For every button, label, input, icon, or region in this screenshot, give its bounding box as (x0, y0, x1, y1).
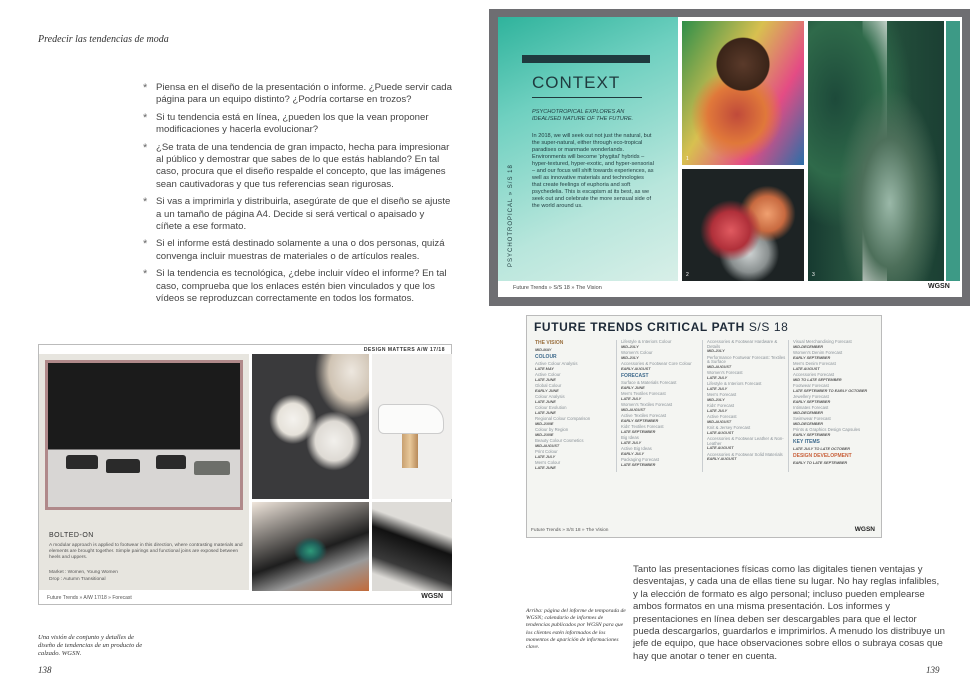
critical-path-title (534, 320, 788, 334)
cp-report-name: Active Textiles Forecast (621, 413, 667, 418)
cp-entry (707, 453, 786, 462)
cp-report-date: MID-DECEMBER (793, 410, 823, 415)
cp-entry (793, 439, 873, 445)
cp-section-heading: FORECAST (621, 373, 649, 379)
cp-entry (621, 351, 700, 360)
cp-entry (793, 406, 873, 415)
dm-list-item: Market : Women, Young Women (49, 570, 118, 575)
cp-report-date: LATE JULY (535, 455, 556, 459)
cp-report-date: LATE JUNE (535, 411, 556, 415)
cp-report-date: MID-AUGUST (707, 364, 732, 369)
cp-report-date: LATE JUNE (535, 400, 556, 404)
cp-column (535, 340, 617, 472)
cp-report-name: Swimwear Forecast (793, 416, 831, 421)
cp-entry (707, 393, 786, 402)
cp-entry (793, 447, 873, 451)
cp-column (793, 340, 875, 472)
cp-report-date: LATE SEPTEMBER (621, 429, 656, 434)
cp-entry (621, 436, 700, 445)
context-body: In 2018, we will seek out not just the natural, but the super-natural, either through eco-tropical paradises or manmade wonderlands. Environments will become 'phygital' hybrids – hyper-textured, hyper-exotic, and hyper-sensorial – and our focus will shift towards experiences, as well as innovative materials and technologies that create feelings of euphoria and soft psychedelia. This is escapism at its best, as we seek out and celebrate the more sensual side of the world around us. (532, 133, 654, 209)
cp-report-name: Footwear Forecast (793, 383, 829, 388)
cp-report-name: Active Colour Analysis (535, 361, 578, 367)
cp-report-name: Women's Textiles Forecast (621, 402, 673, 407)
cp-report-date: LATE JULY (707, 386, 728, 391)
cp-report-date: MID-JULY (621, 355, 639, 360)
context-headline: PSYCHOTROPICAL EXPLORES AN IDEALISED NATURE OF THE FUTURE. (532, 109, 634, 122)
cp-report-name: Global Colour (535, 383, 562, 389)
tropical-interior-photo (808, 21, 944, 281)
bullet-item: * Si tu tendencia está en línea, ¿pueden los que la vean proponer modificaciones y hacerla evolucionar? (143, 112, 453, 137)
cp-report-name: Performance Footwear Forecast: Textiles & Surface (707, 354, 786, 365)
cp-report-date: LATE SEPTEMBER TO EARLY OCTOBER (793, 388, 868, 393)
cp-report-date: LATE JULY (621, 440, 642, 445)
cp-report-date: EARLY SEPTEMBER (793, 355, 831, 360)
cp-report-date: EARLY JULY (621, 451, 644, 456)
bullet-item: * Piensa en el diseño de la presentación o informe. ¿Puede servir cada página para un equipo distinto? ¿Podría cortarse en trozos? (143, 82, 453, 107)
context-title: CONTEXT (532, 73, 621, 92)
cp-entry (535, 428, 614, 437)
loafer-closeup-photo (372, 354, 452, 499)
cp-entry (793, 453, 873, 459)
cp-entry (535, 395, 614, 404)
cp-entry (621, 447, 700, 456)
body-paragraph: Tanto las presentaciones físicas como las digitales tienen ventajas y desventajas, y cada una de ellas tiene su lugar. No hay reglas infalibles, y la elección de formato es algo personal; incluso pueden emplearse ambos formatos en una misma presentación. Los informes y presentaciones en línea deben ser descargables para que el lector pueda descargarlos, guardarlos e imprimirlos. A menudo los distribuye un jefe de equipo, que hace observaciones sobre ellos o subraya cosas que hay que anotar o tener en cuenta. (633, 564, 945, 662)
cp-report-date: MID-JUNE (535, 433, 554, 437)
cp-entry (707, 426, 786, 435)
heel-shape (402, 434, 418, 468)
cp-entry (707, 340, 786, 354)
cp-entry (707, 356, 786, 370)
cp-report-date: LATE AUGUST (707, 430, 734, 435)
cp-entry (707, 371, 786, 380)
cp-report-date: MID-AUGUST (535, 444, 560, 448)
side-strip (946, 21, 960, 281)
design-matters-figure (38, 344, 452, 605)
cp-report-name: Men's Denim Forecast (793, 361, 836, 366)
cp-entry (535, 348, 614, 352)
loafers-photo (252, 354, 369, 499)
shoe-shape (156, 455, 186, 469)
cp-report-name: Colour Analysis (535, 394, 565, 400)
critical-path-figure (526, 315, 882, 538)
wgsn-logo: WGSN (928, 283, 950, 290)
cp-entry (535, 384, 614, 393)
cp-report-name: Jewellery Forecast (793, 394, 829, 399)
dm-footer: Future Trends » A/W 17/18 » Forecast (47, 595, 132, 601)
cp-report-name: Knit & Jersey Forecast (707, 425, 751, 431)
cp-report-date: MID-MAY (535, 348, 552, 352)
cp-entry (707, 404, 786, 413)
cp-report-name: Prints & Graphics Design Capsules (793, 427, 861, 432)
portrait-photo (682, 21, 804, 165)
cp-report-date: LATE SEPTEMBER (621, 462, 656, 467)
cp-report-name: Regional Colour Comparison (535, 416, 591, 422)
cp-report-date: MID-AUGUST (707, 419, 732, 424)
cp-report-date: MID-DECEMBER (793, 421, 823, 426)
cp-report-name: Intimates Forecast (793, 405, 829, 410)
dm-header: DESIGN MATTERS A/W 17/18 (363, 347, 445, 353)
cp-entry (793, 417, 873, 426)
cp-report-date: MID TO LATE SEPTEMBER (793, 377, 842, 382)
cp-section-heading: THE VISION (535, 340, 564, 346)
context-footer: Future Trends » S/S 18 » The Vision (513, 285, 602, 291)
bullet-item: * Si vas a imprimirla y distribuirla, asegúrate de que el diseño se ajuste a un tamaño de página A4. Decide si será vertical o apaisado y cíñete a ese formato. (143, 196, 453, 233)
black-shoe-photo (372, 502, 452, 591)
cp-column (707, 340, 789, 472)
cp-entry (535, 373, 614, 382)
cp-report-date: MID-DECEMBER (793, 344, 823, 349)
cp-entry (535, 417, 614, 426)
cp-report-name: Women's Colour (621, 350, 653, 355)
cp-entry (621, 362, 700, 371)
cp-report-date: MID-JULY (707, 397, 725, 402)
cp-entry (535, 450, 614, 459)
cp-report-name: Visual Merchandising Forecast (793, 339, 852, 344)
cp-entry (793, 395, 873, 404)
cp-entry (535, 362, 614, 371)
cp-report-name: Men's Textiles Forecast (621, 391, 666, 396)
cp-report-date: LATE JUNE (535, 378, 556, 382)
image-number: 3 (812, 272, 815, 278)
cp-season: S/S 18 (748, 320, 789, 334)
page-number-right: 139 (926, 665, 940, 675)
cp-entry (793, 373, 873, 382)
cp-report-name: Women's Forecast (707, 370, 743, 376)
title-rule (532, 97, 642, 98)
cp-entry (793, 362, 873, 371)
cp-report-name: Lifestyle & Interiors Forecast (707, 381, 762, 387)
cp-entry (621, 425, 700, 434)
strap-sandal-photo (252, 502, 369, 591)
cp-report-name: Colour by Region (535, 427, 569, 433)
bullet-item: * Si la tendencia es tecnológica, ¿debe incluir vídeo el informe? En tal caso, comprueba que los enlaces estén bien vinculados y que los vídeos se reproduzcan correctamente en todos los formatos. (143, 268, 453, 305)
cp-entry (793, 461, 873, 465)
cp-report-name: Accessories & Footwear Leather & Non-Leather (707, 436, 784, 446)
image-number: 1 (686, 156, 689, 162)
cp-entry (621, 414, 700, 423)
cp-entry (535, 461, 614, 470)
dm-left-panel (39, 354, 249, 590)
cp-entry (621, 403, 700, 412)
wgsn-logo: WGSN (421, 593, 443, 600)
cp-footer: Future Trends » S/S 18 » The Vision (531, 528, 609, 533)
shoe-shape (378, 404, 444, 434)
cp-entry (535, 354, 614, 360)
page-number-left: 138 (38, 665, 52, 675)
cp-report-name: Accessories & Footwear Hardware & Details (707, 339, 778, 349)
dm-text: A modular approach is applied to footwear in this direction, where contrasting materials and elements are brought together. Simple pairings and functional joins are exposed between heels and uppers. (49, 543, 243, 560)
cp-report-name: Accessories & Footwear Solid Materials (707, 451, 783, 457)
context-spread-figure (489, 9, 970, 306)
cp-report-date: EARLY SEPTEMBER (793, 432, 831, 437)
cp-report-name: Big Ideas (621, 435, 639, 440)
cp-report-name: Colour Evolution (535, 405, 567, 411)
cp-report-date: EARLY JUNE (535, 389, 559, 393)
cp-entry (621, 381, 700, 390)
cp-report-name: Men's Colour (535, 460, 561, 466)
cp-report-date: EARLY JUNE (621, 385, 645, 390)
cp-entry (793, 384, 873, 393)
cp-report-name: Beauty Colour Cosmetics (535, 438, 584, 444)
cp-entry (707, 415, 786, 424)
cp-entry (535, 439, 614, 448)
cp-report-name: Accessories & Footwear Core Colour (621, 361, 692, 366)
cp-report-date: MID-AUGUST (621, 407, 646, 412)
cp-entry (621, 340, 700, 349)
dm-list-item: Drop : Autumn Transitional (49, 576, 106, 582)
sandals-photo (48, 363, 240, 507)
cp-report-date: LATE JULY (707, 375, 728, 380)
spheres-photo (682, 169, 804, 281)
cp-report-name: Active Colour (535, 372, 561, 378)
critical-path-columns (535, 340, 875, 472)
cp-report-date: LATE JULY TO LATE OCTOBER (793, 447, 850, 451)
wgsn-logo: WGSN (854, 526, 875, 533)
cp-entry (793, 428, 873, 437)
cp-report-date: EARLY SEPTEMBER (621, 418, 659, 423)
cp-report-date: LATE AUGUST (707, 446, 734, 451)
image-number: 2 (686, 272, 689, 278)
cp-report-name: Lifestyle & Interiors Colour (621, 339, 672, 344)
right-caption: Arriba: página del informe de temporada de WGSN; calendario de informes de tendencias publicados por WGSN para que los clientes estén informados de los momentos de aparición de informaciones clave. (526, 608, 626, 651)
cp-entry (707, 437, 786, 451)
cp-report-name: Kids' Textiles Forecast (621, 424, 664, 429)
bullet-list (143, 82, 453, 311)
cp-entry (621, 392, 700, 401)
shoe-shape (66, 455, 98, 469)
dm-list (49, 570, 118, 583)
cp-title-text: FUTURE TRENDS CRITICAL PATH (534, 320, 745, 334)
cp-column (621, 340, 703, 472)
cp-report-date: EARLY AUGUST (621, 366, 651, 371)
cp-entry (707, 382, 786, 391)
cp-report-name: Active Big Ideas (621, 446, 652, 451)
cp-report-date: LATE JUNE (535, 466, 556, 470)
cp-entry (793, 340, 873, 349)
cp-report-date: EARLY SEPTEMBER (793, 399, 831, 404)
cp-report-date: EARLY AUGUST (707, 457, 737, 462)
cp-report-date: LATE JULY (707, 408, 728, 413)
cp-entry (621, 458, 700, 467)
context-page (498, 17, 962, 297)
cp-report-name: Active Forecast (707, 414, 737, 420)
left-caption: Una visión de conjunto y detalles de diseño de tendencias de un producto de calzado. WGSN. (38, 634, 143, 657)
cp-report-date: MID-JULY (707, 349, 725, 354)
cp-report-name: Packaging Forecast (621, 457, 659, 462)
cp-entry (535, 406, 614, 415)
cp-report-name: Print Colour (535, 449, 558, 455)
cp-entry (621, 373, 700, 379)
cp-entry (793, 351, 873, 360)
cp-report-name: Women's Denim Forecast (793, 350, 843, 355)
cp-report-name: Kids' Forecast (707, 403, 735, 409)
cp-section-heading: KEY ITEMS (793, 439, 820, 445)
shoe-shape (194, 461, 230, 475)
running-head: Predecir las tendencias de moda (38, 34, 169, 45)
bullet-item: * ¿Se trata de una tendencia de gran impacto, hecha para impresionar al público y demostrar que sabes de lo que estás hablando? En tal caso, procura que el diseño respalde el concepto, que las imágenes sean cautivadoras y que tus referencias sean rigurosas. (143, 142, 453, 192)
cp-report-date: MID-JULY (621, 344, 639, 349)
context-side-label: PSYCHOTROPICAL » S/S 18 (508, 164, 514, 267)
title-bar (522, 55, 650, 63)
cp-report-date: LATE MAY (535, 367, 554, 371)
cp-report-date: LATE AUGUST (793, 366, 820, 371)
cp-report-date: MID-JUNE (535, 422, 554, 426)
cp-report-date: EARLY TO LATE SEPTEMBER (793, 461, 848, 466)
cp-section-heading: DESIGN DEVELOPMENT (793, 453, 852, 460)
cp-entry (535, 340, 614, 346)
bullet-item: * Si el informe está destinado solamente a una o dos personas, quizá convenga incluir muestras de materiales o de artículos reales. (143, 238, 453, 263)
shoe-shape (106, 459, 140, 473)
cp-report-name: Accessories Forecast (793, 372, 835, 377)
cp-report-date: LATE JULY (621, 396, 642, 401)
dm-heading: BOLTED-ON (49, 532, 94, 539)
context-panel (498, 17, 678, 281)
cp-report-name: Men's Forecast (707, 392, 737, 398)
cp-section-heading: COLOUR (535, 354, 557, 361)
cp-report-name: Surface & Materials Forecast (621, 380, 677, 385)
